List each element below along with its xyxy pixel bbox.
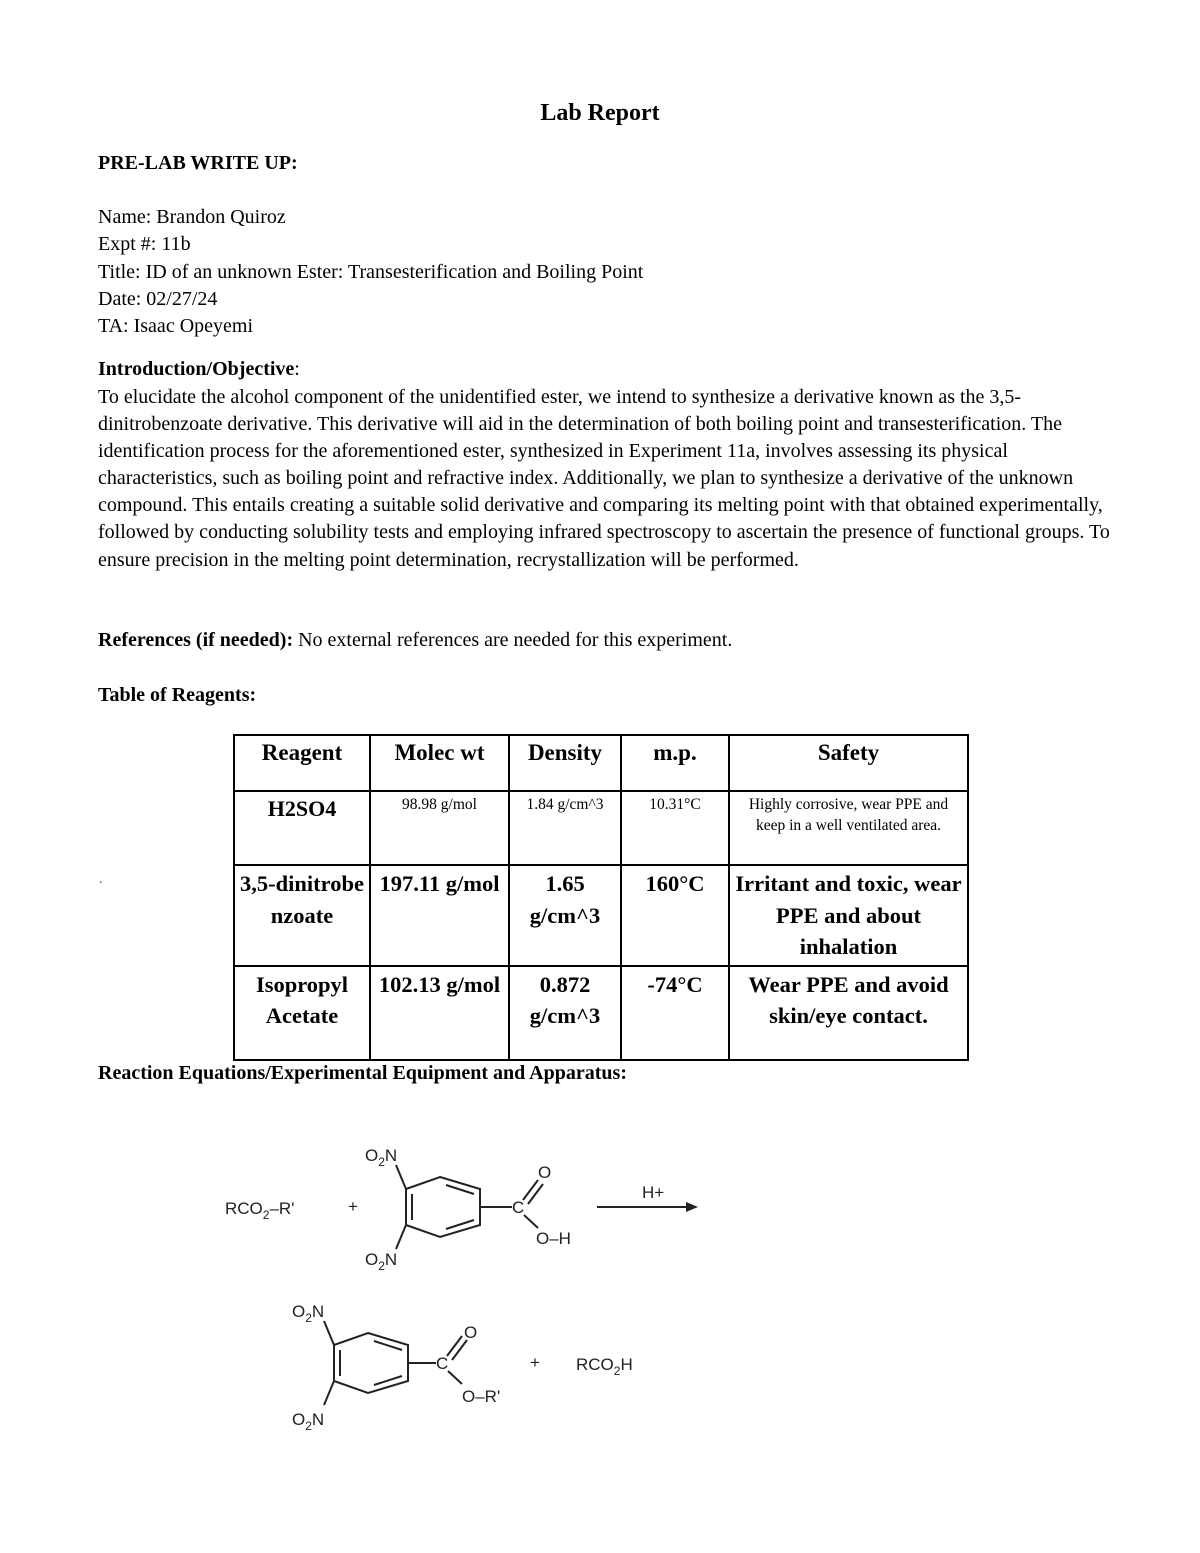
- carbonyl-oxygen: O: [464, 1323, 478, 1342]
- nitro-group-bottom: $O_2N$: [292, 1410, 325, 1433]
- c-o-double-bond: [447, 1336, 462, 1356]
- nitro-group-top: $O_2N$: [292, 1302, 325, 1325]
- intro-heading-label: Introduction/Objective: [98, 358, 295, 380]
- table-row: [234, 791, 968, 865]
- info-block: [98, 204, 643, 340]
- c-o-double-bond: [452, 1340, 467, 1360]
- cell-safety: Wear PPE and avoid skin/eye contact.: [729, 966, 968, 1060]
- prelab-heading: PRE-LAB WRITE UP:: [98, 152, 298, 174]
- teaching-assistant: TA: Isaac Opeyemi: [98, 315, 253, 338]
- c-or-bond: [448, 1371, 462, 1384]
- nitro-bond-top: [396, 1165, 406, 1189]
- acid-catalyst-label: H+: [642, 1183, 665, 1202]
- cell-molec-wt: 102.13 g/mol: [370, 966, 509, 1060]
- references-label: References (if needed):: [98, 629, 294, 651]
- plus-sign: +: [348, 1197, 358, 1216]
- hydroxyl-group: O–H: [536, 1229, 571, 1248]
- cell-reagent: H2SO4: [234, 791, 370, 865]
- nitro-bond-bottom: [396, 1225, 406, 1249]
- student-name: Name: Brandon Quiroz: [98, 206, 286, 228]
- cell-reagent: Isopropyl Acetate: [234, 966, 370, 1060]
- c-o-double-bond: [528, 1184, 543, 1204]
- experiment-title: Title: ID of an unknown Ester: Transesterification and Boiling Point: [98, 260, 644, 283]
- nitro-bond-bottom: [324, 1381, 334, 1405]
- reaction-arrow: [597, 1202, 698, 1212]
- intro-heading-colon: :: [294, 358, 300, 380]
- ester-oxygen-group: O–R': [462, 1387, 501, 1406]
- intro-heading: [98, 358, 300, 381]
- cell-mp: 160°C: [621, 865, 729, 966]
- c-oh-bond: [524, 1215, 538, 1228]
- carboxylic-acid-product: $RCO_2H$: [576, 1355, 633, 1378]
- cell-molec-wt: 98.98 g/mol: [370, 791, 509, 865]
- cell-safety: Irritant and toxic, wear PPE and about inhalation: [729, 865, 968, 966]
- cell-density: 1.84 g/cm^3: [509, 791, 621, 865]
- experiment-number: Expt #: 11b: [98, 233, 191, 256]
- carboxyl-carbon: C: [512, 1198, 525, 1217]
- table-row: [234, 865, 968, 966]
- table-header-row: [234, 735, 968, 791]
- nitro-bond-top: [324, 1321, 334, 1345]
- stray-mark: .: [99, 872, 103, 887]
- carbonyl-oxygen: O: [538, 1163, 552, 1182]
- reaction-diagram: [200, 1130, 700, 1450]
- cell-density: 1.65 g/cm^3: [509, 865, 621, 966]
- benzene-ring: [334, 1333, 408, 1393]
- report-date: Date: 02/27/24: [98, 287, 218, 310]
- cell-safety: Highly corrosive, wear PPE and keep in a well ventilated area.: [729, 791, 968, 865]
- header-molec-wt: Molec wt: [370, 735, 509, 791]
- header-reagent: Reagent: [234, 735, 370, 791]
- c-o-double-bond: [523, 1180, 538, 1200]
- references-text: No external references are needed for this experiment.: [298, 629, 733, 651]
- plus-sign: +: [530, 1353, 540, 1372]
- cell-mp: 10.31°C: [621, 791, 729, 865]
- document-title: Lab Report: [540, 100, 660, 126]
- cell-molec-wt: 197.11 g/mol: [370, 865, 509, 966]
- table-heading: Table of Reagents:: [98, 684, 257, 706]
- cell-density: 0.872 g/cm^3: [509, 966, 621, 1060]
- intro-paragraph: To elucidate the alcohol component of the unidentified ester, we intend to synthesize a derivative known as the 3,5-dinitrobenzoate derivative. This derivative will aid in the determination of both boiling point and transesterification. The identification process for the aforementioned ester, synthesized in Experiment 11a, involves assessing its physical characteristics, such as boiling point and refractive index. Additionally, we plan to synthesize a derivative of the unknown compound. This entails creating a suitable solid derivative and comparing its melting point with that obtained experimentally, followed by conducting solubility tests and employing infrared spectroscopy to ascertain the presence of functional groups. To ensure precision in the melting point determination, recrystallization will be performed.: [98, 386, 1110, 571]
- header-mp: m.p.: [621, 735, 729, 791]
- reaction-heading: Reaction Equations/Experimental Equipment and Apparatus:: [98, 1062, 627, 1084]
- nitro-group-top: $O_2N$: [365, 1146, 398, 1169]
- ester-reactant-label: $RCO_2-R'$: [225, 1199, 295, 1222]
- references-line: [98, 629, 732, 652]
- nitro-group-bottom: $O_2N$: [365, 1250, 398, 1273]
- benzene-ring: [406, 1177, 480, 1237]
- table-row: [234, 966, 968, 1060]
- header-safety: Safety: [729, 735, 968, 791]
- header-density: Density: [509, 735, 621, 791]
- ester-carbon: C: [436, 1354, 449, 1373]
- reagents-table: [233, 734, 969, 1061]
- cell-reagent: 3,5-dinitrobenzoate: [234, 865, 370, 966]
- cell-mp: -74°C: [621, 966, 729, 1060]
